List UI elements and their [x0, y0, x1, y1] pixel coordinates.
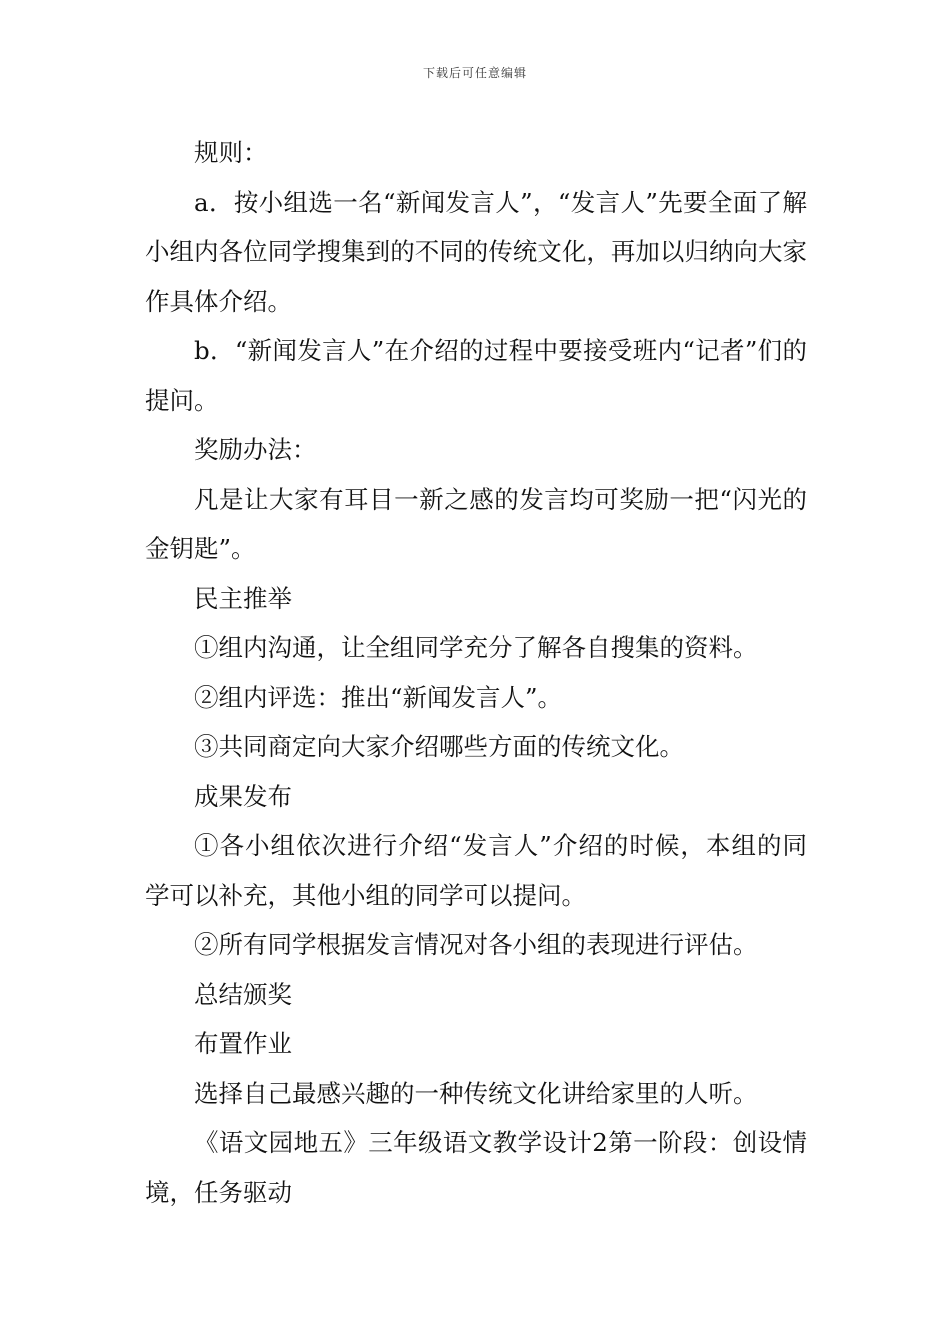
paragraph-homework-heading: 布置作业 — [194, 1029, 292, 1058]
document-body — [145, 128, 807, 1217]
paragraph-next-design: 《语文园地五》三年级语文教学设计2第一阶段：创设情境，任务驱动 — [145, 1128, 807, 1207]
paragraph-rule-b: b．“新闻发言人”在介绍的过程中要接受班内“记者”们的提问。 — [145, 336, 807, 415]
paragraph-homework-text: 选择自己最感兴趣的一种传统文化讲给家里的人听。 — [194, 1078, 758, 1108]
paragraph-rules-heading: 规则： — [194, 138, 268, 167]
paragraph-reward-heading: 奖励办法： — [194, 435, 317, 464]
paragraph-results-heading: 成果发布 — [194, 781, 292, 811]
paragraph-election-step-2: ②组内评选：推出“新闻发言人”。 — [194, 682, 563, 712]
paragraph-reward-text: 凡是让大家有耳目一新之感的发言均可奖励一把“闪光的金钥匙”。 — [145, 484, 807, 563]
paragraph-results-step-2: ②所有同学根据发言情况对各小组的表现进行评估。 — [194, 930, 758, 959]
page-header: 下载后可任意编辑 — [422, 66, 527, 80]
paragraph-election-step-1: ①组内沟通，让全组同学充分了解各自搜集的资料。 — [194, 633, 758, 662]
paragraph-election-step-3: ③共同商定向大家介绍哪些方面的传统文化。 — [194, 732, 684, 761]
paragraph-election-heading: 民主推举 — [194, 583, 292, 613]
paragraph-rule-a: a．按小组选一名“新闻发言人”，“发言人”先要全面了解小组内各位同学搜集到的不同的传统文化，再加以归纳向大家作具体介绍。 — [145, 187, 807, 316]
paragraph-summary-heading: 总结颁奖 — [194, 979, 292, 1009]
paragraph-results-step-1: ①各小组依次进行介绍“发言人”介绍的时候，本组的同学可以补充，其他小组的同学可以提问。 — [145, 831, 807, 910]
